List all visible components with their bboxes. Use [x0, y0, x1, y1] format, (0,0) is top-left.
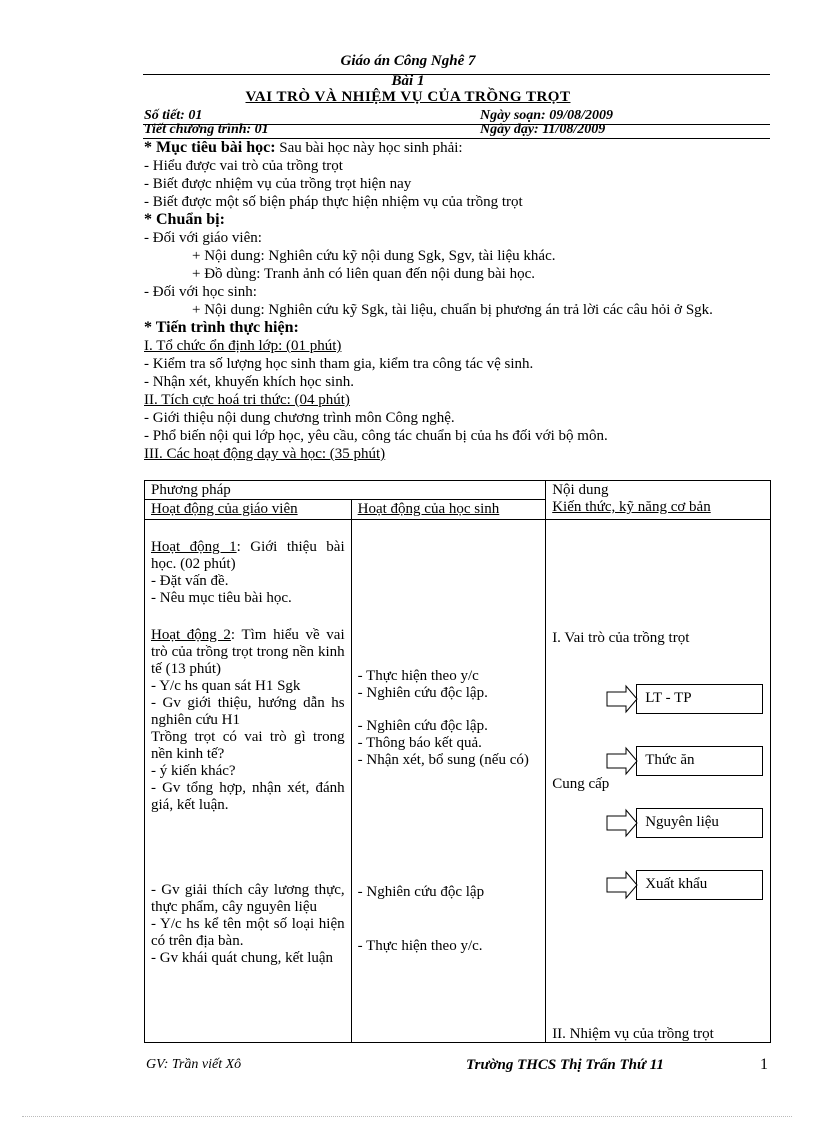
content-header-cell	[546, 481, 771, 520]
section1-item: - Kiểm tra số lượng học sinh tham gia, kiểm tra công tác vệ sinh.	[144, 356, 534, 372]
process-heading: * Tiến trình thực hiện:	[144, 319, 299, 336]
supply-box: Thức ăn	[636, 746, 763, 776]
objectives-heading: * Mục tiêu bài học:	[144, 139, 276, 156]
activities-table	[144, 480, 771, 1043]
student-item: + Nội dung: Nghiên cứu kỹ Sgk, tài liệu, chuẩn bị phương án trả lời các câu hỏi ở Sgk.	[192, 302, 713, 318]
teacher-step: - Nêu mục tiêu bài học.	[151, 590, 292, 606]
so-tiet: Số tiết: 01	[144, 108, 203, 123]
supply-item-nguyen-lieu	[606, 808, 764, 840]
activity1-title: Hoạt động 1	[151, 539, 237, 555]
right-arrow-icon	[606, 808, 638, 838]
supply-item-thuc-an	[606, 746, 764, 778]
objectives-section	[144, 139, 770, 463]
section1-title: I. Tổ chức ổn định lớp: (01 phút)	[144, 338, 342, 354]
activity2-title: Hoạt động 2	[151, 627, 231, 643]
teacher-label: - Đối với giáo viên:	[144, 230, 262, 246]
section3-title: III. Các hoạt động dạy và học: (35 phút)	[144, 446, 386, 462]
teacher-step: - ý kiến khác?	[151, 763, 236, 779]
student-step: - Thực hiện theo y/c.	[357, 938, 483, 954]
student-header-cell	[351, 500, 546, 520]
content-section1: I. Vai trò của trồng trọt	[552, 630, 690, 646]
activity2-desc: : Tìm hiểu về vai trò của trồng trọt trong nền kinh tế (13 phút)	[151, 627, 345, 677]
ngay-day: Ngày dạy: 11/08/2009	[480, 122, 606, 137]
teacher-step: - Đặt vấn đề.	[151, 573, 229, 589]
supply-box: Xuất khẩu	[636, 870, 763, 900]
student-step: - Nhận xét, bổ sung (nếu có)	[357, 752, 529, 768]
preparation-heading: * Chuẩn bị:	[144, 211, 225, 228]
ngay-soan: Ngày soạn: 09/08/2009	[480, 108, 613, 123]
teacher-step: - Y/c hs kể tên một số loại hiện có trên địa bàn.	[151, 916, 345, 949]
section2-item: - Giới thiệu nội dung chương trình môn Công nghệ.	[144, 410, 455, 426]
supply-box: Nguyên liệu	[636, 808, 763, 838]
teacher-step: - Gv giới thiệu, hướng dẫn hs nghiên cứu H1	[151, 695, 345, 728]
section1-item: - Nhận xét, khuyến khích học sinh.	[144, 374, 354, 390]
student-step: - Nghiên cứu độc lập.	[357, 718, 488, 734]
right-arrow-icon	[606, 684, 638, 714]
teacher-header: Hoạt động của giáo viên	[151, 501, 298, 517]
supply-item-lt-tp	[606, 684, 764, 716]
section2-title: II. Tích cực hoá tri thức: (04 phút)	[144, 392, 350, 408]
objective-item: - Hiểu được vai trò của trồng trọt	[144, 158, 343, 174]
supply-label: Cung cấp	[552, 776, 610, 792]
method-header-cell	[145, 481, 546, 500]
student-header: Hoạt động của học sinh	[357, 501, 500, 517]
footer-school: Trường THCS Thị Trấn Thứ 11	[466, 1057, 664, 1073]
section2-item: - Phổ biến nội qui lớp học, yêu cầu, công tác chuẩn bị của hs đối với bộ môn.	[144, 428, 608, 444]
footer-author: GV: Trần viết Xô	[146, 1057, 242, 1072]
teacher-question: Trồng trọt có vai trò gì trong nền kinh tế?	[151, 729, 345, 762]
objective-item: - Biết được nhiệm vụ của trồng trọt hiện nay	[144, 176, 412, 192]
student-step: - Nghiên cứu độc lập	[357, 884, 485, 900]
teacher-step: - Y/c hs quan sát H1 Sgk	[151, 678, 301, 694]
teacher-step: - Gv tổng hợp, nhận xét, đánh giá, kết luận.	[151, 780, 345, 813]
supply-box: LT - TP	[636, 684, 763, 714]
method-header: Phương pháp	[151, 482, 231, 498]
teacher-header-cell	[145, 500, 352, 520]
document-header-title: Giáo án Công Nghê 7	[340, 53, 476, 69]
teacher-item: + Nội dung: Nghiên cứu kỹ nội dung Sgk, Sgv, tài liệu khác.	[192, 248, 556, 264]
supply-item-xuat-khau	[606, 870, 764, 902]
student-step: - Nghiên cứu độc lập.	[357, 685, 488, 701]
lesson-number: Bài 1	[391, 73, 425, 89]
teacher-step: - Gv khái quát chung, kết luận	[151, 950, 334, 966]
teacher-step: - Gv giải thích cây lương thực, thực phẩm, cây nguyên liệu	[151, 882, 345, 915]
activity1-desc: : Giới thiệu bài học. (02 phút)	[151, 539, 345, 572]
student-activities-cell	[351, 520, 546, 1043]
student-step: - Thực hiện theo y/c	[357, 668, 479, 684]
right-arrow-icon	[606, 746, 638, 776]
content-section2: II. Nhiệm vụ của trồng trọt	[552, 1026, 714, 1042]
tiet-chuong-trinh: Tiết chương trình: 01	[144, 122, 269, 137]
content-cell	[546, 520, 771, 1043]
lesson-topic: VAI TRÒ VÀ NHIỆM VỤ CỦA TRỒNG TRỌT	[245, 89, 571, 105]
page-bottom-border	[22, 1116, 792, 1117]
right-arrow-icon	[606, 870, 638, 900]
knowledge-header: Kiến thức, kỹ năng cơ bản	[552, 499, 711, 515]
teacher-activities-cell	[145, 520, 352, 1043]
objectives-intro: Sau bài học này học sinh phải:	[275, 140, 463, 156]
student-label: - Đối với học sinh:	[144, 284, 257, 300]
content-header: Nội dung	[552, 482, 609, 498]
student-step: - Thông báo kết quả.	[357, 735, 482, 751]
teacher-item: + Đồ dùng: Tranh ảnh có liên quan đến nội dung bài học.	[192, 266, 536, 282]
objective-item: - Biết được một số biện pháp thực hiện nhiệm vụ của trồng trọt	[144, 194, 523, 210]
page-number: 1	[760, 1056, 768, 1073]
